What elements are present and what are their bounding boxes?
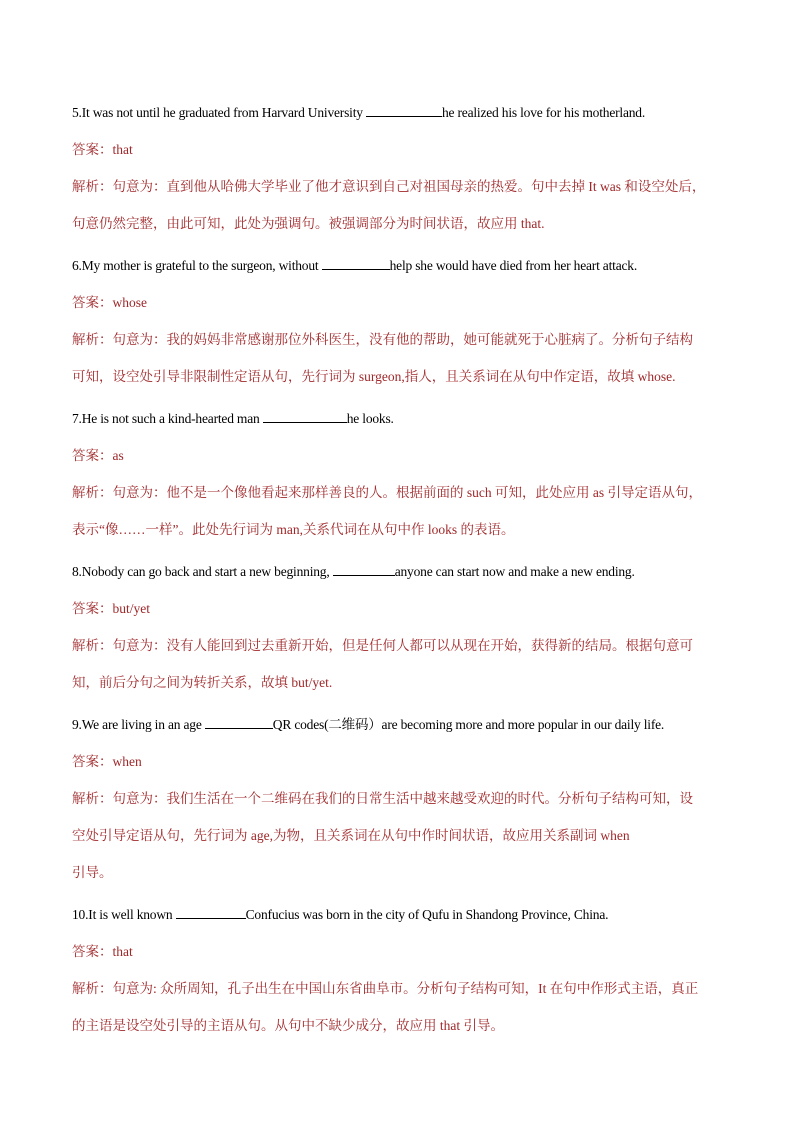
explanation: 解析：句意为：我们生活在一个二维码在我们的日常生活中越来越受欢迎的时代。分析句子结构可知，设 空处引导定语从句，先行词为 age,为物，且关系词在从句中作时间状语，故应用关系副词 when 引导。 <box>72 791 693 880</box>
question-item <box>72 712 722 891</box>
answer-line <box>72 290 722 316</box>
answer-line <box>72 596 722 622</box>
answer-label: 答案： <box>72 754 113 769</box>
question-text: 9.We are living in an age QR codes(二维码）are becoming more and more popular in our daily life. <box>72 717 665 732</box>
explanation: 解析：句意为: 众所周知，孔子出生在中国山东省曲阜市。分析句子结构可知，It 在句中作形式主语，真正 的主语是设空处引导的主语从句。从句中不缺少成分，故应用 that 引导。 <box>72 981 699 1033</box>
answer-label: 答案： <box>72 601 113 616</box>
answer-blank <box>263 410 347 423</box>
answer-label: 答案： <box>72 448 113 463</box>
answer-blank <box>333 563 395 576</box>
question-item <box>72 100 722 242</box>
answer-label: 答案： <box>72 944 113 959</box>
answer-label: 答案： <box>72 142 113 157</box>
answer-line <box>72 137 722 163</box>
question-text: 8.Nobody can go back and start a new beginning, anyone can start now and make a new ending. <box>72 564 635 579</box>
question-text: 6.My mother is grateful to the surgeon, without help she would have died from her heart attack. <box>72 258 638 273</box>
answer-label: 答案： <box>72 295 113 310</box>
question-text: 10.It is well known Confucius was born in the city of Qufu in Shandong Province, China. <box>72 907 609 922</box>
explanation: 解析：句意为：他不是一个像他看起来那样善良的人。根据前面的 such 可知，此处应用 as 引导定语从句， 表示“像……一样”。此处先行词为 man,关系代词在从句中作 looks 的表语。 <box>72 485 702 537</box>
answer-line <box>72 443 722 469</box>
question-text: 5.It was not until he graduated from Harvard University he realized his love for his motherland. <box>72 105 646 120</box>
answer-value: whose <box>112 295 147 310</box>
question-text: 7.He is not such a kind-hearted man he looks. <box>72 411 394 426</box>
answer-value: when <box>112 754 142 769</box>
explanation: 解析：句意为：直到他从哈佛大学毕业了他才意识到自己对祖国母亲的热爱。句中去掉 It was 和设空处后， 句意仍然完整，由此可知，此处为强调句。被强调部分为时间状语，故应用 that. <box>72 179 706 231</box>
explanation: 解析：句意为：没有人能回到过去重新开始，但是任何人都可以从现在开始，获得新的结局。根据句意可 知，前后分句之间为转折关系，故填 but/yet. <box>72 638 693 690</box>
answer-blank <box>322 257 390 270</box>
question-item <box>72 559 722 701</box>
answer-blank <box>205 716 273 729</box>
answer-value: but/yet <box>112 601 150 616</box>
explanation: 解析：句意为：我的妈妈非常感谢那位外科医生，没有他的帮助，她可能就死于心脏病了。分析句子结构 可知，设空处引导非限制性定语从句，先行词为 surgeon,指人，且关系词在从句中作定语，故填 whose. <box>72 332 693 384</box>
question-item <box>72 406 722 548</box>
document-page <box>72 100 722 1055</box>
answer-line <box>72 939 722 965</box>
answer-value: as <box>112 448 124 463</box>
answer-blank <box>176 906 246 919</box>
answer-blank <box>366 104 442 117</box>
answer-value: that <box>112 142 133 157</box>
answer-line <box>72 749 722 775</box>
question-item <box>72 902 722 1044</box>
answer-value: that <box>112 944 133 959</box>
question-item <box>72 253 722 395</box>
